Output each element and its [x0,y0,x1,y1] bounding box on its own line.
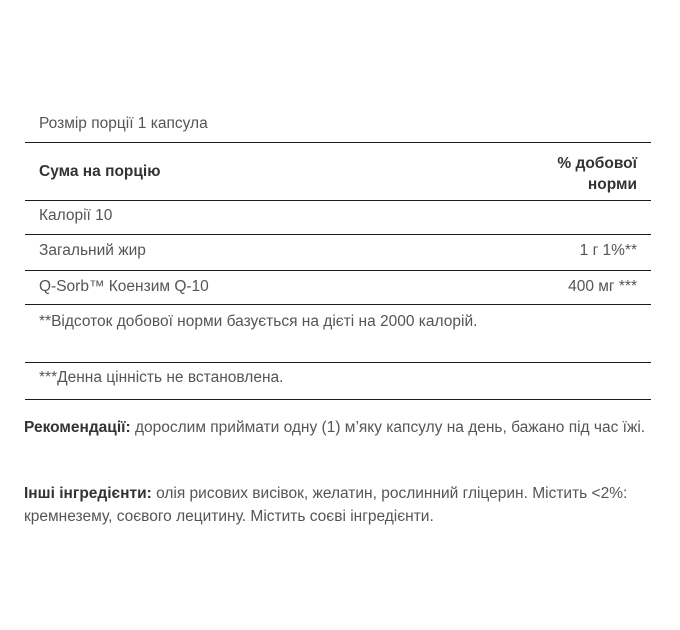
table-row-calories [25,201,651,235]
serving-size-row [25,105,651,143]
daily-value-heading-line2: норми [587,176,637,193]
serving-size-label: Розмір порції 1 капсула [39,115,208,132]
footnote-daily-value-basis [25,305,651,363]
amount-per-serving-heading: Сума на порцію [39,163,161,180]
nutrient-name: Q-Sorb™ Коензим Q-10 [39,278,209,295]
other-ingredients-text: олія рисових висівок, желатин, рослинний гліцерин. Містить <2%: кремнезему, соєвого лецитину. Містить соєві інгредієнти. [24,485,628,525]
daily-value-heading [557,153,637,195]
nutrient-value: 400 мг *** [568,278,637,295]
nutrient-name: Загальний жир [39,242,146,259]
table-row-total-fat [25,235,651,271]
daily-value-heading-line1: % добової [557,155,637,172]
nutrient-value: 1 г 1%** [579,242,637,259]
other-ingredients-paragraph [24,482,659,528]
table-row-coq10 [25,271,651,305]
recommendations-text: дорослим приймати одну (1) м’яку капсулу на день, бажано під час їжі. [130,419,646,436]
footnote-not-established [25,363,651,400]
nutrient-name: Калорії 10 [39,207,113,224]
recommendations-label: Рекомендації: [24,419,131,436]
table-header-row [25,143,651,201]
supplement-facts-table [25,105,651,400]
footnote-text: ***Денна цінність не встановлена. [39,369,284,386]
footnote-text: **Відсоток добової норми базується на дієті на 2000 калорій. [39,313,478,330]
other-ingredients-label: Інші інгредієнти: [24,485,152,502]
recommendations-paragraph [24,416,659,439]
